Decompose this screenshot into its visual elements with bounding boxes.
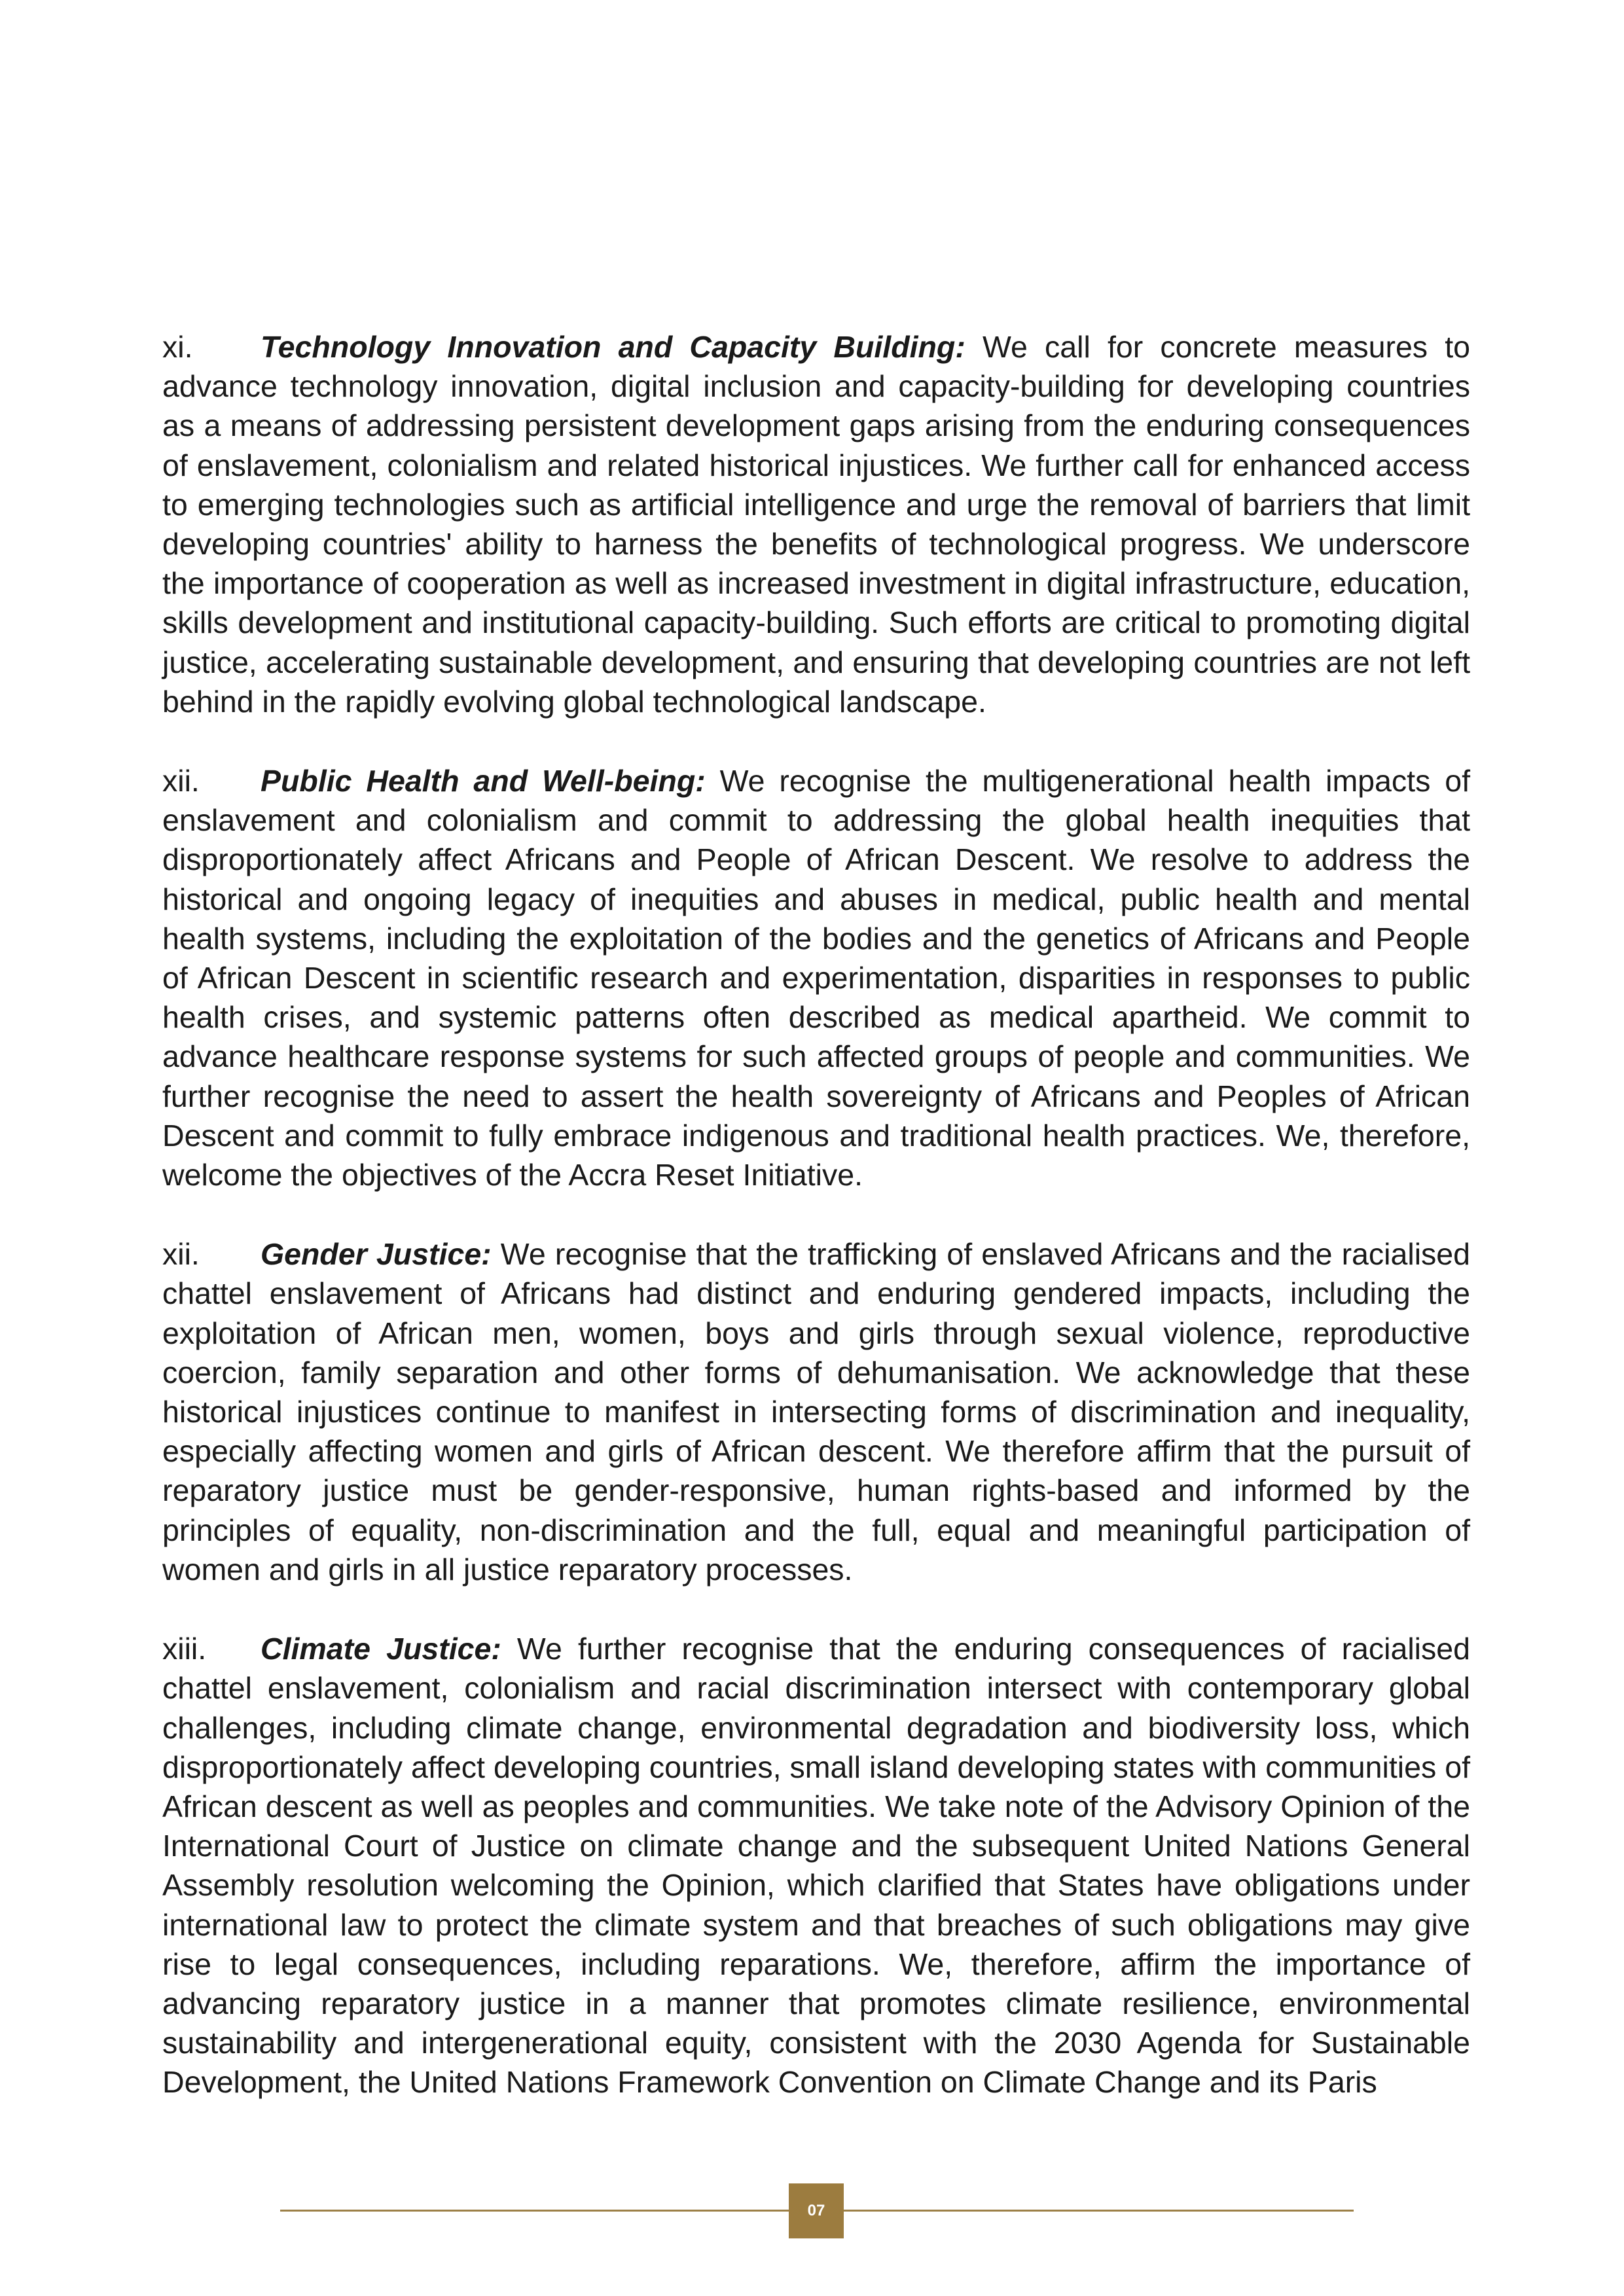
footer-rule-left: [280, 2210, 789, 2212]
paragraph-text: We call for concrete measures to advance technology innovation, digital inclusion and capacity-building for developing countries as a means of addressing persistent development gaps arising from the enduring consequences of enslavement, colonialism and related historical injustices. We further call for enhanced access to emerging technologies such as artificial intelligence and urge the removal of barriers that limit developing countries' ability to harness the benefits of technological progress. We underscore the importance of cooperation as well as increased investment in digital infrastructure, education, skills development and institutional capacity-building. Such efforts are critical to promoting digital justice, accelerating sustainable development, and ensuring that developing countries are not left behind in the rapidly evolving global technological landscape.: [162, 330, 1470, 719]
footer-rule-right: [844, 2210, 1354, 2212]
paragraph-text: We further recognise that the enduring consequences of racialised chattel enslavement, colonialism and racial discrimination intersect with contemporary global challenges, including climate change, environmental degradation and biodiversity loss, which disproportionately affect developing countries, small island developing states with communities of African descent as well as peoples and communities. We take note of the Advisory Opinion of the International Court of Justice on climate change and the subsequent United Nations General Assembly resolution welcoming the Opinion, which clarified that States have obligations under international law to protect the climate system and that breaches of such obligations may give rise to legal consequences, including reparations. We, therefore, affirm the importance of advancing reparatory justice in a manner that promotes climate resilience, environmental sustainability and intergenerational equity, consistent with the 2030 Agenda for Sustainable Development, the United Nations Framework Convention on Climate Change and its Paris: [162, 1632, 1470, 2100]
paragraph-heading: Technology Innovation and Capacity Building:: [261, 330, 965, 364]
paragraph-heading: Gender Justice:: [261, 1237, 492, 1272]
paragraph-text: We recognise that the trafficking of enslaved Africans and the racialised chattel enslavement of Africans had distinct and enduring gendered impacts, including the exploitation of African men, women, boys and girls through sexual violence, reproductive coercion, family separation and other forms of dehumanisation. We acknowledge that these historical injustices continue to manifest in intersecting forms of discrimination and inequality, especially affecting women and girls of African descent. We therefore affirm that the pursuit of reparatory justice must be gender-responsive, human rights-based and informed by the principles of equality, non-discrimination and the full, equal and meaningful participation of women and girls in all justice reparatory processes.: [162, 1237, 1470, 1587]
paragraph-number: xii.: [162, 1237, 200, 1272]
paragraph-text: We recognise the multigenerational health impacts of enslavement and colonialism and commit to addressing the global health inequities that disproportionately affect Africans and People of African Descent. We resolve to address the historical and ongoing legacy of inequities and abuses in medical, public health and mental health systems, including the exploitation of the bodies and the genetics of Africans and People of African Descent in scientific research and experimentation, disparities in responses to public health crises, and systemic patterns often described as medical apartheid. We commit to advance healthcare response systems for such affected groups of people and communities. We further recognise the need to assert the health sovereignty of Africans and Peoples of African Descent and commit to fully embrace indigenous and traditional health practices. We, therefore, welcome the objectives of the Accra Reset Initiative.: [162, 764, 1470, 1193]
page-number: 07: [807, 2202, 825, 2219]
paragraph-heading: Public Health and Well-being:: [261, 764, 706, 798]
page-number-badge: [789, 2183, 844, 2238]
paragraph-climate-justice: [162, 1629, 1470, 2102]
paragraph-heading: Climate Justice:: [261, 1632, 501, 1666]
paragraph-number: xiii.: [162, 1632, 207, 1666]
paragraph-number: xii.: [162, 764, 200, 798]
document-body: [162, 327, 1470, 2142]
paragraph-public-health: [162, 761, 1470, 1194]
paragraph-number: xi.: [162, 330, 193, 364]
paragraph-technology-innovation: [162, 327, 1470, 721]
paragraph-gender-justice: [162, 1234, 1470, 1589]
